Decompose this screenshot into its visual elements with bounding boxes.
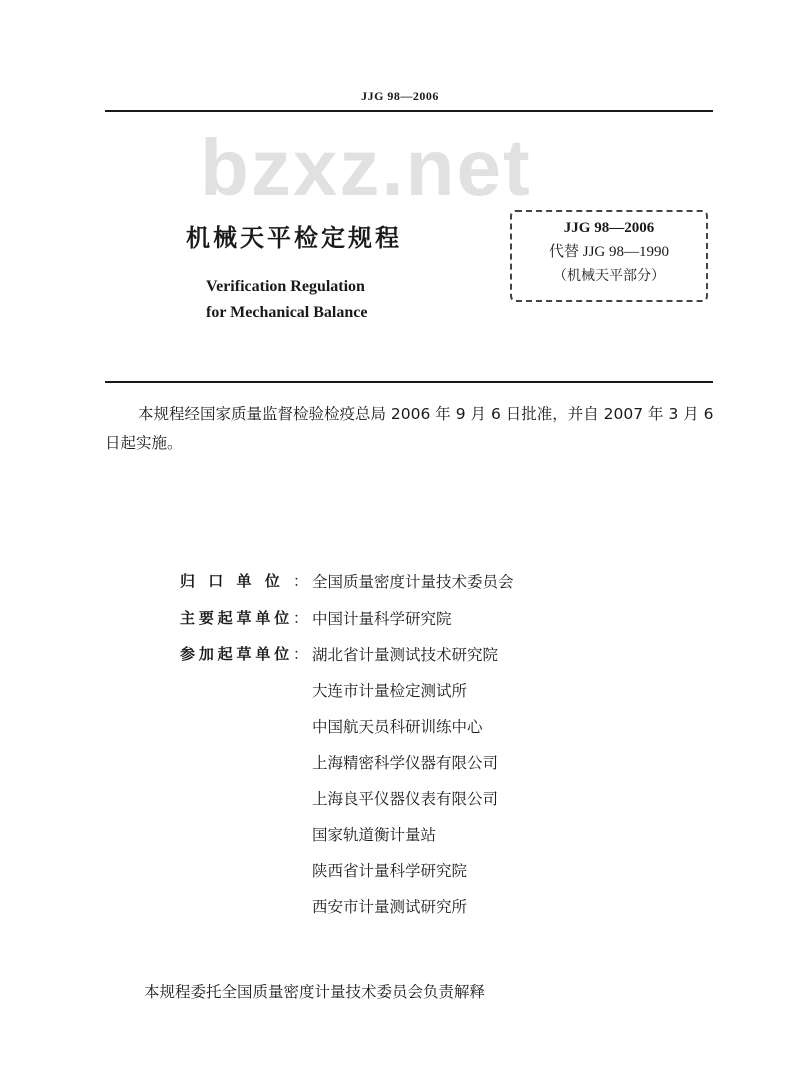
label-char: 加 [198,645,214,663]
label-char: 归 [180,572,196,590]
participating-unit-2: 大连市计量检定测试所 [312,682,468,700]
title-english-line1: Verification Regulation [206,278,365,295]
label-char: 单 [236,572,252,590]
label-char: 单 [255,645,271,663]
interpretation-statement: 本规程委托全国质量密度计量技术委员会负责解释 [144,983,486,1001]
participating-unit-6: 国家轨道衡计量站 [312,826,437,844]
header-rule [105,110,713,112]
participating-unit-7: 陕西省计量科学研究院 [312,862,468,880]
code-box-note: （机械天平部分） [553,268,665,284]
title-english-line2: for Mechanical Balance [206,304,368,321]
label-char: 草 [236,645,252,663]
label-char: 草 [236,609,252,627]
label-char: 位 [274,645,290,663]
code-box [510,210,708,302]
label-participating-units [180,643,308,664]
label-char: 主 [180,609,196,627]
label-colon: ： [292,609,308,627]
value-responsible-unit: 全国质量密度计量技术委员会 [312,573,514,591]
watermark: bzxz.net [200,123,532,212]
label-char: 起 [217,645,233,663]
participating-unit-1: 湖北省计量测试技术研究院 [312,646,499,664]
label-char: 口 [208,572,224,590]
label-char: 位 [274,609,290,627]
participating-unit-5: 上海良平仪器仪表有限公司 [312,790,499,808]
header-code: JJG 98—2006 [361,89,439,103]
participating-unit-8: 西安市计量测试研究所 [312,898,468,916]
value-main-drafting-unit: 中国计量科学研究院 [312,610,452,628]
label-char: 参 [180,645,196,663]
label-responsible-unit [180,570,308,591]
title-chinese: 机械天平检定规程 [186,224,402,252]
code-box-code: JJG 98—2006 [563,220,655,236]
approval-text: 本规程经国家质量监督检验检疫总局 2006 年 9 月 6 日批准，并自 2007 年 3 月 6 日起实施。 [105,405,714,452]
label-char: 单 [255,609,271,627]
participating-unit-3: 中国航天员科研训练中心 [312,718,483,736]
label-char: 起 [217,609,233,627]
title-rule [105,381,713,383]
label-colon: ： [292,572,308,590]
label-char: 要 [198,609,214,627]
label-colon: ： [292,645,308,663]
code-box-replaces: 代替 JJG 98—1990 [548,244,669,260]
label-char: 位 [264,572,280,590]
participating-unit-4: 上海精密科学仪器有限公司 [312,754,499,772]
label-main-drafting-unit [180,607,308,628]
